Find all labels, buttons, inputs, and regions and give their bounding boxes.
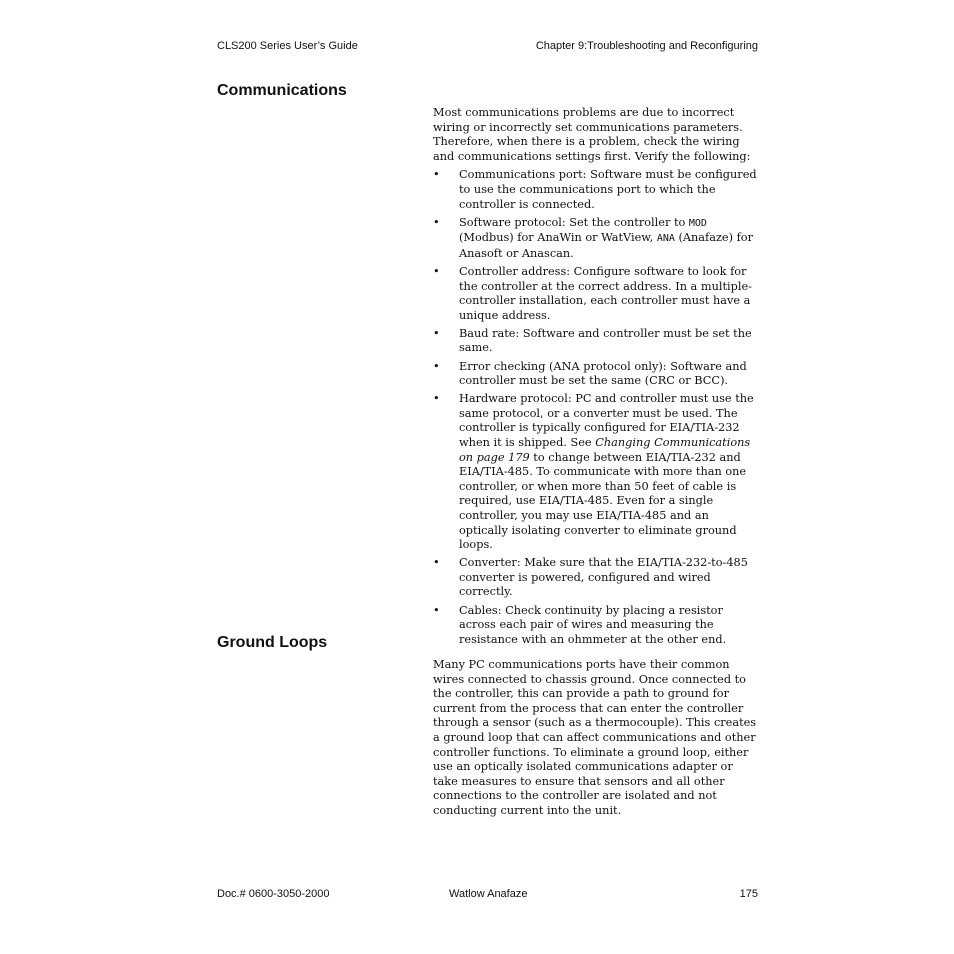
protocol-code-ana: ANA xyxy=(656,233,675,245)
list-item-text: (Anafaze) for Anasoft or Anascan. xyxy=(459,231,753,260)
cross-reference-link[interactable]: Changing Communications on page 179 xyxy=(459,435,751,464)
list-item-text: Hardware protocol: PC and controller must use the same protocol, or a converter must be used. The controller is typically configured for EIA/TIA-232 when it is shipped. See xyxy=(459,392,754,449)
troubleshooting-checklist xyxy=(433,168,760,647)
list-item-text: to change between EIA/TIA-232 and EIA/TIA-485. To communicate with more than one controller, or when more than 50 feet of cable is required, use EIA/TIA-485. Even for a single controller, you may use EIA/TIA-485 and an optically isolating converter to eliminate ground loops. xyxy=(459,450,747,552)
footer-doc-number: Doc.# 0600-3050-2000 xyxy=(217,888,330,900)
bullet-icon: • xyxy=(433,264,440,278)
list-item-converter xyxy=(433,556,760,600)
running-header-chapter: Chapter 9:Troubleshooting and Reconfiguring xyxy=(535,40,758,52)
list-item-text: Converter: Make sure that the EIA/TIA-232-to-485 converter is powered, configured and wired correctly. xyxy=(459,556,748,599)
list-item-text: Cables: Check continuity by placing a resistor across each pair of wires and measuring the resistance with an ohmmeter at the other end. xyxy=(459,603,727,646)
section-heading-ground-loops: Ground Loops xyxy=(217,634,328,651)
list-item-text: Error checking (ANA protocol only): Software and controller must be set the same (CRC or BCC). xyxy=(459,359,747,388)
communications-intro: Most communications problems are due to incorrect wiring or incorrectly set communications parameters. Therefore, when there is a problem, check the wiring and communications settings first. Verify the following: xyxy=(433,106,751,163)
protocol-code-mod: MOD xyxy=(688,217,707,229)
running-header-title: CLS200 Series User’s Guide xyxy=(217,40,358,52)
list-item-text: Baud rate: Software and controller must be set the same. xyxy=(459,326,752,355)
list-item-baud-rate xyxy=(433,327,760,356)
page-number: 175 xyxy=(739,888,758,900)
bullet-icon: • xyxy=(433,215,440,229)
list-item-cables xyxy=(433,604,760,648)
list-item-communications-port xyxy=(433,168,760,212)
list-item-hardware-protocol xyxy=(433,392,760,553)
bullet-icon: • xyxy=(433,326,440,340)
list-item-error-checking xyxy=(433,360,760,389)
list-item-text: (Modbus) for AnaWin or WatView, xyxy=(459,231,657,245)
bullet-icon: • xyxy=(433,359,440,373)
bullet-icon: • xyxy=(433,556,440,570)
list-item-text: Communications port: Software must be configured to use the communications port to which the controller is connected. xyxy=(459,168,757,211)
list-item-controller-address xyxy=(433,265,760,323)
communications-section xyxy=(433,106,760,647)
bullet-icon: • xyxy=(433,392,440,406)
section-heading-communications: Communications xyxy=(217,82,347,99)
list-item-text: Controller address: Configure software to look for the controller at the correct address. In a multiple-controller installation, each controller must have a unique address. xyxy=(459,264,752,322)
list-item-software-protocol xyxy=(433,216,760,262)
ground-loops-body: Many PC communications ports have their common wires connected to chassis ground. Once connected to the controller, this can provide a path to ground for current from the process that can enter the controller through a sensor (such as a thermocouple). This creates a ground loop that can affect communications and other controller functions. To eliminate a ground loop, either use an optically isolated communications adapter or take measures to ensure that sensors and all other connections to the controller are isolated and not conducting current into the unit. xyxy=(433,658,757,817)
list-item-text: Software protocol: Set the controller to xyxy=(459,215,689,229)
bullet-icon: • xyxy=(433,168,440,182)
footer-company: Watlow Anafaze xyxy=(449,888,528,900)
ground-loops-section xyxy=(433,658,760,819)
bullet-icon: • xyxy=(433,603,440,617)
